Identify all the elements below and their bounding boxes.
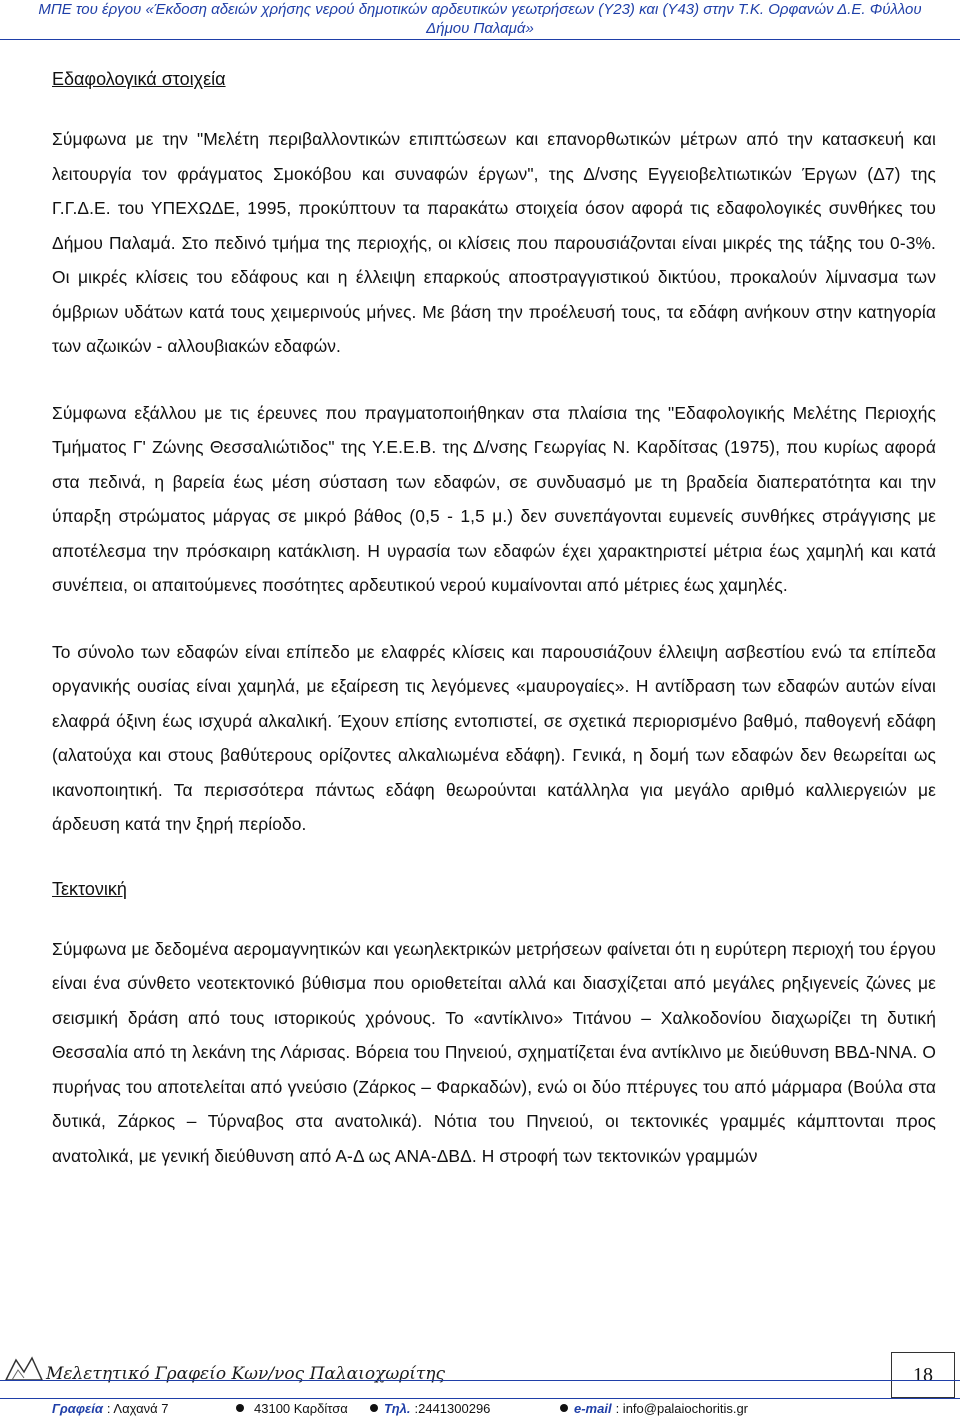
paragraph-soil-2: Σύμφωνα εξάλλου με τις έρευνες που πραγματοποιήθηκαν στα πλαίσια της "Εδαφολογικής Μελέτης Περιοχής Τμήματος Γ' Ζώνης Θεσσαλιώτιδος" της Υ.Ε.Ε.Β. της Δ/νσης Γεωργίας Ν. Καρδίτσας (1975), που κυρίως αφορά στα πεδινά, η βαρεία έως μέση σύσταση των εδαφών, σε συνδυασμό με τη βραδεία διαπερατότητα και την ύπαρξη στρώματος μάργας σε μικρό βάθος (0,5 - 1,5 μ.) δεν συνεπάγονται ευμενείς συνθήκες στράγγισης με αποτέλεσμα την πρόσκαιρη κατάκλιση. Η υγρασία των εδαφών έχει χαρακτηριστεί μέτρια έως χαμηλή και κατά συνέπεια, οι απαιτούμενες ποσότητες αρδευτικού νερού κυμαίνονται από μέτριες έως χαμηλές. (52, 402, 936, 595)
header-rule (0, 39, 960, 40)
paragraph-soil-1: Σύμφωνα με την "Μελέτη περιβαλλοντικών επιπτώσεων και επανορθωτικών μέτρων από την κατασκευή και λειτουργία τον φράγματος Σμοκόβου και συναφών έργων", της Δ/νσης Εγγειοβελτιωτικών Έργων (Δ7) της Γ.Γ.Δ.Ε. του ΥΠΕΧΩΔΕ, 1995, προκύπτουν τα παρακάτω στοιχεία όσον αφορά τις εδαφολογικές συνθήκες του Δήμου Παλαμά. Στο πεδινό τμήμα της περιοχής, οι κλίσεις που παρουσιάζονται είναι μικρές της τάξης του 0-3%. Οι μικρές κλίσεις του εδάφους και η έλλειψη επαρκούς αποστραγγιστικού δικτύου, προκαλούν λίμνασμα των όμβριων υδάτων κατά τους χειμερινούς μήνες. Με βάση την προέλευσή τους, τα εδάφη ανήκουν στην κατηγορία των αζωικών - αλλουβιακών εδαφών. (52, 129, 936, 356)
contact-city (236, 1401, 348, 1416)
bullet-icon (370, 1404, 378, 1412)
contact-label: Γραφεία (52, 1400, 103, 1416)
office-brand: Μελετητικό Γραφείο Κων/νος Παλαιοχωρίτης (46, 1364, 445, 1384)
running-header (0, 0, 960, 40)
footer-rule-top (0, 1380, 960, 1381)
section-heading-soil: Εδαφολογικά στοιχεία (52, 69, 226, 89)
paragraph-soil-3: Το σύνολο των εδαφών είναι επίπεδο με ελαφρές κλίσεις και παρουσιάζουν έλλειψη ασβεστίου ενώ τα επίπεδα οργανικής ουσίας είναι χαμηλά, με εξαίρεση τις λεγόμενες «μαυρογαίες». Η αντίδραση των εδαφών αυτών είναι ελαφρά όξινη έως ισχυρά αλκαλική. Έχουν επίσης εντοπιστεί, σε σχετικά περιορισμένο βαθμό, παθογενή εδάφη (αλατούχα και στους βαθύτερους ορίζοντες αλκαλιωμένα εδάφη). Γενικά, η δομή των εδαφών δεν θεωρείται ως ικανοποιητική. Τα περισσότερα πάντως εδάφη θεωρούνται κατάλληλα για μεγάλο αριθμό καλλιεργειών με άρδευση κατά την ξηρή περίοδο. (52, 641, 936, 834)
contact-email (560, 1401, 748, 1416)
contact-label: Τηλ. (384, 1400, 411, 1416)
footer-rule-bottom (0, 1398, 960, 1399)
paragraph-tectonics-1: Σύμφωνα με δεδομένα αερομαγνητικών και γεωηλεκτρικών μετρήσεων φαίνεται ότι η ευρύτερη περιοχή του έργου είναι ένα σύνθετο νεοτεκτονικό βύθισμα που οριοθετείται αλλά και διασχίζεται από μεγάλες ρηξιγενείς ζώνες με σεισμική δράση από τους ιστορικούς χρόνους. Το «αντίκλινο» Τιτάνου – Χαλκοδονίου διαχωρίζει τη δυτική Θεσσαλία από τη λεκάνη της Λάρισας. Βόρεια του Πηνειού, σχηματίζεται ένα αντίκλινο με διεύθυνση ΒΒΔ-ΝΝΑ. Ο πυρήνας του αποτελείται από γνεύσιο (Ζάρκος – Φαρκαδών), ενώ οι δύο πτέρυγες του από μάρμαρα (Βούλα στα δυτικά, Ζάρκος – Τύρναβος στα ανατολικά). Νότια του Πηνειού, οι τεκτονικές γραμμές κάμπτονται προς ανατολικά, με γενική διεύθυνση από Α-Δ ως ΑΝΑ-ΔΒΔ. Η στροφή των τεκτονικών γραμμών (52, 938, 936, 1166)
contact-value: : Λαχανά 7 (106, 1400, 169, 1416)
bullet-icon (560, 1404, 568, 1412)
page-number: 18 (891, 1352, 955, 1398)
contact-value: 43100 Καρδίτσα (254, 1400, 348, 1416)
bullet-icon (236, 1404, 244, 1412)
contact-bar (0, 1400, 960, 1416)
page-footer (0, 1352, 960, 1417)
contact-label: e-mail (574, 1400, 612, 1416)
header-line-1: ΜΠΕ του έργου «Έκδοση αδειών χρήσης νερού δημοτικών αρδευτικών γεωτρήσεων (Υ23) και (Υ43) στην Τ.Κ. Ορφανών Δ.Ε. Φύλλου (38, 1, 922, 18)
contact-phone (370, 1401, 490, 1416)
office-logo-icon (4, 1354, 44, 1382)
page-body (52, 64, 936, 1173)
contact-address (52, 1401, 168, 1416)
contact-value: : info@palaiochoritis.gr (615, 1400, 749, 1416)
section-heading-tectonics: Τεκτονική (52, 878, 127, 899)
contact-value: :2441300296 (414, 1400, 491, 1416)
header-line-2: Δήμου Παλαμά» (426, 20, 534, 37)
